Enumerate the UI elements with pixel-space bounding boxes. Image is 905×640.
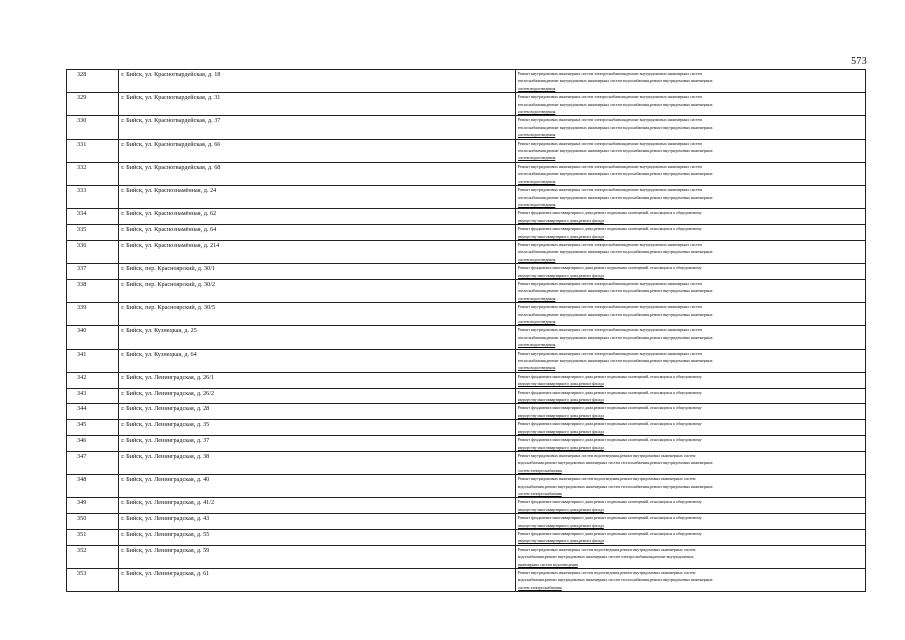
work-type-cell	[515, 93, 865, 116]
work-type-line: теплоснабжения,ремонт внутридомовых инженерных систем водоснабжения,ремонт внутридомовых инженерных	[517, 171, 713, 177]
row-number-cell: 344	[67, 404, 119, 420]
row-number-cell: 343	[67, 388, 119, 404]
address-cell: г. Бийск, ул. Красногвардейская, д. 37	[119, 116, 515, 139]
address-cell: г. Бийск, ул. Красногвардейская, д. 18	[119, 70, 515, 93]
table-row	[67, 70, 866, 93]
row-number-cell: 334	[67, 209, 119, 225]
work-type-line: Ремонт внутридомовых инженерных систем электроснабжения,ремонт внутридомовых инженерных систем	[517, 304, 702, 310]
work-type-line: систем водоотведения	[517, 155, 556, 161]
row-number-cell: 339	[67, 303, 119, 326]
table-row	[67, 116, 866, 139]
work-type-cell	[515, 569, 865, 592]
address-cell: г. Бийск, ул. Ленинградская, д. 28	[119, 404, 515, 420]
work-type-line: Ремонт внутридомовых инженерных систем электроснабжения,ремонт внутридомовых инженерных систем	[517, 327, 702, 333]
table-row	[67, 209, 866, 225]
address-cell: г. Бийск, ул. Ленинградская, д. 26/1	[119, 372, 515, 388]
work-type-line: систем водоотведения	[517, 342, 556, 348]
row-number-cell: 348	[67, 475, 119, 498]
row-number-cell: 351	[67, 529, 119, 545]
work-type-line: теплоснабжения,ремонт внутридомовых инженерных систем водоснабжения,ремонт внутридомовых инженерных	[517, 148, 713, 154]
address-cell: г. Бийск, пер. Красноярский, д. 30/5	[119, 303, 515, 326]
work-type-line: Ремонт фундамента многоквартирного дома,ремонт подвальных помещений, относящихся к общедомовому	[517, 530, 702, 536]
work-type-cell	[515, 372, 865, 388]
work-type-line: водоснабжения,ремонт внутридомовых инженерных систем теплоснабжения,ремонт внутридомовых инженерных	[517, 483, 713, 489]
table-row	[67, 279, 866, 302]
row-number-cell: 353	[67, 569, 119, 592]
work-type-cell	[515, 498, 865, 514]
row-number-cell: 346	[67, 436, 119, 452]
address-cell: г. Бийск, ул. Ленинградская, д. 26/2	[119, 388, 515, 404]
work-type-line: водоснабжения,ремонт внутридомовых инженерных систем теплоснабжения,ремонт внутридомовых инженерных	[517, 460, 713, 466]
table-row	[67, 545, 866, 568]
table-row	[67, 475, 866, 498]
work-type-line: систем водоотведения	[517, 201, 556, 207]
address-cell: г. Бийск, пер. Красноярский, д. 30/2	[119, 279, 515, 302]
work-type-line: теплоснабжения,ремонт внутридомовых инженерных систем водоснабжения,ремонт внутридомовых инженерных	[517, 311, 713, 317]
work-type-line: Ремонт внутридомовых инженерных систем электроснабжения,ремонт внутридомовых инженерных систем	[517, 117, 702, 123]
row-number-cell: 347	[67, 451, 119, 474]
work-type-line: теплоснабжения,ремонт внутридомовых инженерных систем водоснабжения,ремонт внутридомовых инженерных	[517, 249, 713, 255]
work-type-cell	[515, 529, 865, 545]
table-row	[67, 514, 866, 530]
table-row	[67, 498, 866, 514]
address-cell: г. Бийск, ул. Красногвардейская, д. 31	[119, 93, 515, 116]
work-type-line: Ремонт фундамента многоквартирного дома,ремонт подвальных помещений, относящихся к общедомовому	[517, 421, 702, 427]
work-type-cell	[515, 279, 865, 302]
work-type-line: систем электроснабжения	[517, 467, 562, 473]
repair-table	[66, 69, 866, 592]
work-type-line: Ремонт внутридомовых инженерных систем электроснабжения,ремонт внутридомовых инженерных систем	[517, 94, 702, 100]
repair-table-container	[66, 69, 866, 592]
work-type-line: Ремонт внутридомовых инженерных систем водоотведения,ремонт внутридомовых инженерных систем	[517, 476, 696, 482]
address-cell: г. Бийск, пер. Красноярский, д. 30/1	[119, 264, 515, 280]
work-type-line: систем водоотведения	[517, 256, 556, 262]
work-type-cell	[515, 404, 865, 420]
work-type-line: имуществу многоквартирного дома,ремонт фасада	[517, 522, 604, 528]
work-type-line: Ремонт внутридомовых инженерных систем электроснабжения,ремонт внутридомовых инженерных систем	[517, 280, 702, 286]
work-type-line: теплоснабжения,ремонт внутридомовых инженерных систем водоснабжения,ремонт внутридомовых инженерных	[517, 288, 713, 294]
work-type-line: водоснабжения,ремонт внутридомовых инженерных систем электроснабжения,ремонт внутридомовых	[517, 554, 694, 560]
work-type-cell	[515, 545, 865, 568]
table-row	[67, 404, 866, 420]
row-number-cell: 336	[67, 240, 119, 263]
table-row	[67, 451, 866, 474]
work-type-line: теплоснабжения,ремонт внутридомовых инженерных систем водоснабжения,ремонт внутридомовых инженерных	[517, 358, 713, 364]
work-type-cell	[515, 303, 865, 326]
work-type-line: теплоснабжения,ремонт внутридомовых инженерных систем водоснабжения,ремонт внутридомовых инженерных	[517, 101, 713, 107]
work-type-line: имуществу многоквартирного дома,ремонт фасада	[517, 428, 604, 434]
work-type-line: имуществу многоквартирного дома,ремонт фасада	[517, 444, 604, 450]
table-row	[67, 240, 866, 263]
row-number-cell: 342	[67, 372, 119, 388]
row-number-cell: 340	[67, 326, 119, 349]
work-type-line: теплоснабжения,ремонт внутридомовых инженерных систем водоснабжения,ремонт внутридомовых инженерных	[517, 78, 713, 84]
work-type-line: Ремонт фундамента многоквартирного дома,ремонт подвальных помещений, относящихся к общедомовому	[517, 389, 702, 395]
address-cell: г. Бийск, ул. Ленинградская, д. 37	[119, 436, 515, 452]
address-cell: г. Бийск, ул. Краснознамённая, д. 64	[119, 225, 515, 241]
table-row	[67, 372, 866, 388]
work-type-cell	[515, 162, 865, 185]
work-type-line: Ремонт внутридомовых инженерных систем электроснабжения,ремонт внутридомовых инженерных систем	[517, 163, 702, 169]
work-type-line: Ремонт внутридомовых инженерных систем водоотведения,ремонт внутридомовых инженерных систем	[517, 570, 696, 575]
work-type-line: систем водоотведения	[517, 132, 556, 138]
work-type-line: Ремонт внутридомовых инженерных систем электроснабжения,ремонт внутридомовых инженерных систем	[517, 71, 702, 76]
work-type-line: имуществу многоквартирного дома,ремонт фасада	[517, 217, 604, 223]
row-number-cell: 341	[67, 349, 119, 372]
work-type-line: теплоснабжения,ремонт внутридомовых инженерных систем водоснабжения,ремонт внутридомовых инженерных	[517, 124, 713, 130]
work-type-line: систем электроснабжения	[517, 584, 562, 590]
work-type-cell	[515, 116, 865, 139]
row-number-cell: 332	[67, 162, 119, 185]
row-number-cell: 338	[67, 279, 119, 302]
work-type-line: имуществу многоквартирного дома,ремонт фасада	[517, 233, 604, 239]
row-number-cell: 329	[67, 93, 119, 116]
row-number-cell: 337	[67, 264, 119, 280]
table-row	[67, 420, 866, 436]
row-number-cell: 328	[67, 70, 119, 93]
table-row	[67, 326, 866, 349]
work-type-line: теплоснабжения,ремонт внутридомовых инженерных систем водоснабжения,ремонт внутридомовых инженерных	[517, 194, 713, 200]
table-row	[67, 388, 866, 404]
address-cell: г. Бийск, ул. Ленинградская, д. 41/2	[119, 498, 515, 514]
work-type-line: Ремонт фундамента многоквартирного дома,ремонт подвальных помещений, относящихся к общедомовому	[517, 265, 702, 271]
address-cell: г. Бийск, ул. Ленинградская, д. 43	[119, 514, 515, 530]
work-type-cell	[515, 186, 865, 209]
work-type-cell	[515, 349, 865, 372]
row-number-cell: 349	[67, 498, 119, 514]
work-type-line: имуществу многоквартирного дома,ремонт фасада	[517, 538, 604, 544]
work-type-line: имуществу многоквартирного дома,ремонт фасада	[517, 381, 604, 387]
address-cell: г. Бийск, ул. Краснознамённая, д. 24	[119, 186, 515, 209]
table-row	[67, 436, 866, 452]
table-row	[67, 264, 866, 280]
work-type-cell	[515, 240, 865, 263]
row-number-cell: 350	[67, 514, 119, 530]
table-row	[67, 186, 866, 209]
work-type-line: Ремонт внутридомовых инженерных систем водоотведения,ремонт внутридомовых инженерных систем	[517, 546, 696, 552]
row-number-cell: 331	[67, 139, 119, 162]
address-cell: г. Бийск, ул. Кузнецкая, д. 64	[119, 349, 515, 372]
work-type-cell	[515, 209, 865, 225]
work-type-cell	[515, 70, 865, 93]
address-cell: г. Бийск, ул. Ленинградская, д. 38	[119, 451, 515, 474]
repair-table-body	[67, 70, 866, 592]
work-type-line: имуществу многоквартирного дома,ремонт фасада	[517, 397, 604, 403]
work-type-line: систем водоотведения	[517, 85, 556, 91]
work-type-line: теплоснабжения,ремонт внутридомовых инженерных систем водоснабжения,ремонт внутридомовых инженерных	[517, 334, 713, 340]
row-number-cell: 330	[67, 116, 119, 139]
table-row	[67, 569, 866, 592]
address-cell: г. Бийск, ул. Ленинградская, д. 55	[119, 529, 515, 545]
work-type-line: Ремонт фундамента многоквартирного дома,ремонт подвальных помещений, относящихся к общедомовому	[517, 499, 702, 505]
work-type-cell	[515, 420, 865, 436]
table-row	[67, 529, 866, 545]
work-type-line: Ремонт внутридомовых инженерных систем электроснабжения,ремонт внутридомовых инженерных систем	[517, 140, 702, 146]
work-type-line: Ремонт фундамента многоквартирного дома,ремонт подвальных помещений, относящихся к общедомовому	[517, 405, 702, 411]
work-type-cell	[515, 514, 865, 530]
work-type-line: Ремонт фундамента многоквартирного дома,ремонт подвальных помещений, относящихся к общедомовому	[517, 515, 702, 521]
work-type-line: систем водоотведения	[517, 109, 556, 115]
work-type-line: Ремонт фундамента многоквартирного дома,ремонт подвальных помещений, относящихся к общедомовому	[517, 373, 702, 379]
work-type-cell	[515, 264, 865, 280]
table-row	[67, 303, 866, 326]
table-row	[67, 349, 866, 372]
address-cell: г. Бийск, ул. Краснознамённая, д. 214	[119, 240, 515, 263]
work-type-line: имуществу многоквартирного дома,ремонт фасада	[517, 412, 604, 418]
work-type-cell	[515, 436, 865, 452]
work-type-cell	[515, 139, 865, 162]
address-cell: г. Бийск, ул. Ленинградская, д. 61	[119, 569, 515, 592]
row-number-cell: 345	[67, 420, 119, 436]
work-type-line: Ремонт фундамента многоквартирного дома,ремонт подвальных помещений, относящихся к общедомовому	[517, 437, 702, 443]
address-cell: г. Бийск, ул. Красногвардейская, д. 68	[119, 162, 515, 185]
row-number-cell: 352	[67, 545, 119, 568]
address-cell: г. Бийск, ул. Ленинградская, д. 35	[119, 420, 515, 436]
table-row	[67, 162, 866, 185]
row-number-cell: 335	[67, 225, 119, 241]
work-type-line: имуществу многоквартирного дома,ремонт фасада	[517, 506, 604, 512]
work-type-line: Ремонт внутридомовых инженерных систем водоотведения,ремонт внутридомовых инженерных систем	[517, 452, 696, 458]
work-type-line: систем водоотведения	[517, 319, 556, 324]
address-cell: г. Бийск, ул. Ленинградская, д. 40	[119, 475, 515, 498]
work-type-line: Ремонт внутридомовых инженерных систем электроснабжения,ремонт внутридомовых инженерных систем	[517, 350, 702, 356]
page-number: 573	[851, 56, 867, 67]
address-cell: г. Бийск, ул. Красногвардейская, д. 66	[119, 139, 515, 162]
table-row	[67, 93, 866, 116]
work-type-cell	[515, 388, 865, 404]
work-type-line: водоснабжения,ремонт внутридомовых инженерных систем теплоснабжения,ремонт внутридомовых инженерных	[517, 577, 713, 583]
work-type-line: систем электроснабжения	[517, 490, 562, 496]
work-type-cell	[515, 451, 865, 474]
table-row	[67, 139, 866, 162]
work-type-cell	[515, 326, 865, 349]
row-number-cell: 333	[67, 186, 119, 209]
work-type-cell	[515, 475, 865, 498]
work-type-line: Ремонт фундамента многоквартирного дома,ремонт подвальных помещений, относящихся к общедомовому	[517, 226, 702, 232]
work-type-line: систем водоотведения	[517, 178, 556, 184]
work-type-line: инженерных систем водоотведения	[517, 561, 578, 567]
work-type-line: Ремонт внутридомовых инженерных систем электроснабжения,ремонт внутридомовых инженерных систем	[517, 241, 702, 247]
address-cell: г. Бийск, ул. Краснознамённая, д. 62	[119, 209, 515, 225]
work-type-cell	[515, 225, 865, 241]
work-type-line: Ремонт внутридомовых инженерных систем электроснабжения,ремонт внутридомовых инженерных систем	[517, 187, 702, 193]
table-row	[67, 225, 866, 241]
work-type-line: Ремонт фундамента многоквартирного дома,ремонт подвальных помещений, относящихся к общедомовому	[517, 210, 702, 216]
work-type-line: имуществу многоквартирного дома,ремонт фасада	[517, 272, 604, 278]
work-type-line: систем водоотведения	[517, 365, 556, 371]
address-cell: г. Бийск, ул. Ленинградская, д. 59	[119, 545, 515, 568]
work-type-line: систем водоотведения	[517, 295, 556, 301]
address-cell: г. Бийск, ул. Кузнецкая, д. 25	[119, 326, 515, 349]
